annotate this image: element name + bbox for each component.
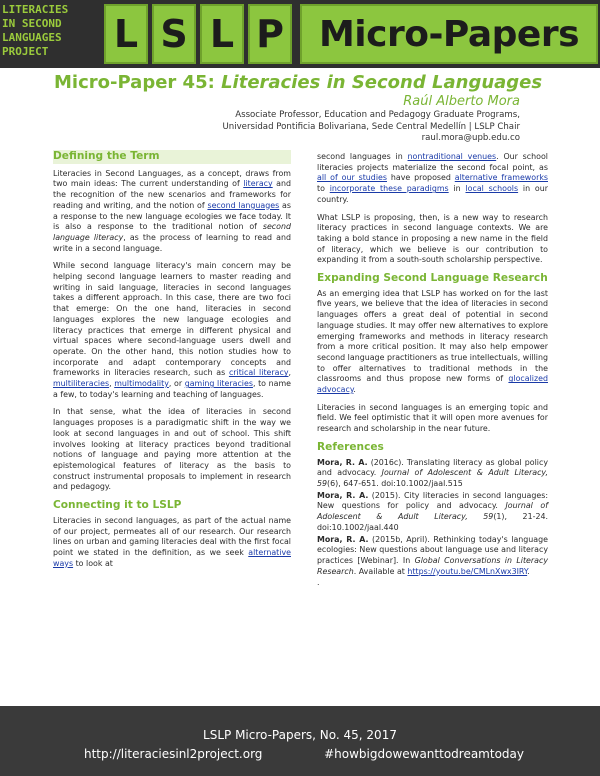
affiliation-line: Universidad Pontificia Bolivariana, Sede Central Medellín | LSLP Chair [222,121,520,132]
paragraph: second languages in nontraditional venues. Our school literacies projects materialize the second focal point, as all of our studies have proposed alternative frameworks to incorporate these paradigms in local schools in our country. [317,152,548,204]
link-multimodality[interactable]: multimodality [114,379,169,389]
project-logo-line: IN SECOND [2,17,62,30]
paragraph: What LSLP is proposing, then, is a new way to research literacy practices in second language contexts. We are taking a bold stance in proposing a new name in the field of literacy, which we believe is our contribution to expanding it from a south-south scholarship perspective. [317,212,548,265]
link-alternative-ways[interactable]: alternative ways [53,547,291,568]
author-email[interactable]: raul.mora@upb.edu.co [421,133,520,143]
footer-series: LSLP Micro-Papers, No. 45, 2017 [203,728,397,742]
project-logo-line: PROJECT [2,45,49,58]
logo-letter-s: S [152,4,196,64]
section-heading: Expanding Second Language Research [317,272,548,285]
paragraph: Literacies in Second Languages, as a concept, draws from two main ideas: The current understanding of literacy and the recognition of the new scenarios and frameworks for reading and writing, and the notion of second languages as a response to the new language ecologies we face today. It is also a response to the traditional notion of second language literacy, as the process of learning to read and write in a second language. [53,168,291,253]
reference-item: Mora, R. A. (2015b, April). Rethinking today's language ecologies: New questions about language use and literacy practices [Webinar]. In Global Conversations in Literacy Research. Available at https://youtu.be/CMLnXwx3IRY. [317,534,548,576]
header-banner [0,0,600,68]
footer-url[interactable]: http://literaciesinl2project.org [84,747,263,761]
paragraph: Literacies in second languages, as part of the actual name of our project, permeates all of our research. Our research lines on urban and gaming literacies deal with the first focal point we stated in the definition, as we seek alternative ways to look at [53,515,291,568]
left-column [53,150,291,576]
link-all-of-our-studies[interactable]: all of our studies [317,173,387,183]
link-local-schools[interactable]: local schools [465,184,519,194]
link-gaming-literacies[interactable]: gaming literacies [184,379,253,389]
trailing-mark: . [317,578,320,588]
link-glocalized-advocacy[interactable]: glocalized advocacy [317,374,548,395]
affiliation-line: Associate Professor, Education and Pedagogy Graduate Programs, [235,110,520,120]
author-name: Raúl Alberto Mora [403,94,520,109]
logo-letter-p: P [248,4,292,64]
paragraph: While second language literacy's main concern may be helping second language learners to master reading and writing in said language, literacies in second languages takes a different approach. In this case, there are two foci that emerge: On the one hand, literacies in second languages explores the new language ecologies and literacy practices that emerge in different physical and virtual spaces where second-language users dwell and operate. On the other hand, this notion studies how to incorporate and adapt contemporary concepts and frameworks in literacies research, such as critical literacy, multiliteracies, multimodality, or gaming literacies, to name a few, to today's learning and teaching of languages. [53,261,291,399]
link-nontraditional-venues[interactable]: nontraditional venues [407,152,497,161]
project-logo-line: LANGUAGES [2,31,62,44]
link-multiliteracies[interactable]: multiliteracies [53,379,110,389]
section-heading: Defining the Term [53,150,291,164]
right-column [317,152,548,590]
logo-letter-l2: L [200,4,244,64]
project-logo-line: LITERACIES [2,3,69,16]
reference-item: Mora, R. A. (2015). City literacies in second languages: New questions for policy and advocacy. Journal of Adolescent & Adult Literacy, 59(1), 21-24. doi:10.1002/jaal.440 [317,490,549,532]
logo-letter-l: L [104,4,148,64]
section-heading: Connecting it to LSLP [53,499,182,512]
title-prefix: Micro-Paper 45: [54,72,222,93]
paragraph: In that sense, what the idea of literacies in second languages proposes is a paradigmatic shift in the way we look at second languages in and out of school. This shift involves looking at literacy practices beyond traditional notions of language and paying more attention at the epistemological features of literacy as the basis to construct instrumental proposals to implement in research and pedagogy. [53,407,291,492]
reference-list [317,458,548,589]
reference-item: Mora, R. A. (2016c). Translating literacy as global policy and advocacy. Journal of Adolescent & Adult Literacy, 59(6), 647-651. doi:10.1002/jaal.515 [317,457,549,488]
series-name: Micro-Papers [300,4,598,64]
link-webinar-video[interactable]: https://youtu.be/CMLnXwx3IRY [407,566,528,576]
footer-hashtag: #howbigdowewanttodreamtoday [324,747,524,761]
link-literacy[interactable]: literacy [243,179,273,189]
paragraph: Literacies in second languages is an emerging topic and field. We feel optimistic that it will open more avenues for research and scholarship in the near future. [317,402,548,434]
paragraph: As an emerging idea that LSLP has worked on for the last five years, we believe that the idea of literacies in second languages offers a great deal of potential in second language studies. It may offer new alternatives to explore emerging frameworks and methods in literacy research from a more critical position. It may also help empower second language practitioners as true intellectuals, willing to offer alternatives to traditional methods in the classrooms and thus propose new forms of glocalized advocacy. [317,288,548,395]
author-affiliation [222,110,520,145]
title-emphasis: Literacies in Second Languages [221,72,543,93]
section-heading: References [317,440,384,453]
link-incorporate-paradigms[interactable]: incorporate these paradigms [329,184,449,194]
paper-title [54,72,542,93]
footer-bar [0,706,600,776]
link-alternative-frameworks[interactable]: alternative frameworks [454,173,548,183]
project-logo [2,3,98,65]
link-critical-literacy[interactable]: critical literacy [228,368,289,378]
link-second-languages[interactable]: second languages [207,200,280,210]
